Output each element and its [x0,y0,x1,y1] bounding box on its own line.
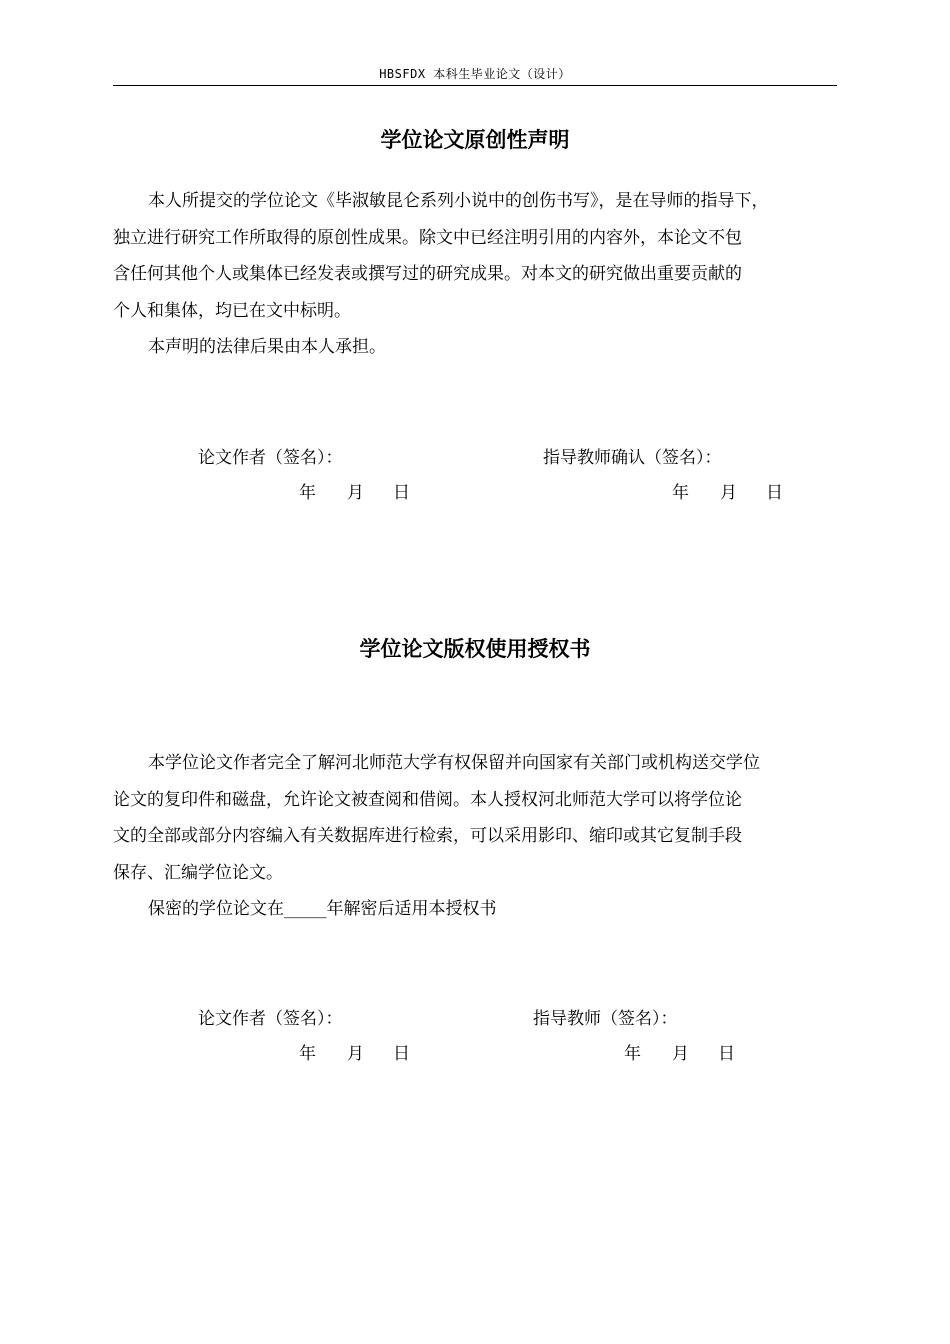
date-day: 日 [393,1044,410,1064]
originality-advisor-date [672,481,783,505]
originality-line-2: 独立进行研究工作所取得的原创性成果。除文中已经注明引用的内容外，本论文不包 [113,227,742,248]
originality-line-4: 个人和集体，均已在文中标明。 [113,300,351,321]
originality-line-3: 含任何其他个人或集体已经发表或撰写过的研究成果。对本文的研究做出重要贡献的 [113,264,742,284]
date-year: 年 [299,483,316,503]
date-day: 日 [718,1044,735,1064]
running-header: HBSFDX 本科生毕业论文（设计） [379,67,571,81]
originality-author-date [299,481,410,505]
originality-title: 学位论文原创性声明 [380,128,570,152]
date-day: 日 [393,483,410,503]
originality-author-signature-label: 论文作者（签名）： [198,448,343,468]
date-year: 年 [624,1044,641,1064]
copyright-title: 学位论文版权使用授权书 [359,637,591,661]
copyright-advisor-date [624,1042,735,1066]
originality-advisor-signature-label: 指导教师确认（签名）： [543,448,722,468]
header-rule [113,85,837,86]
confidential-statement: 保密的学位论文在_____年解密后适用本授权书 [148,899,497,919]
date-month: 月 [347,1044,364,1064]
date-month: 月 [672,1044,689,1064]
copyright-line-2: 论文的复印件和磁盘，允许论文被查阅和借阅。本人授权河北师范大学可以将学位论 [113,789,742,810]
copyright-author-date [299,1042,410,1066]
date-year: 年 [672,483,689,503]
copyright-advisor-signature-label: 指导教师（签名）： [533,1009,678,1029]
originality-line-1: 本人所提交的学位论文《毕淑敏昆仑系列小说中的创伤书写》，是在导师的指导下， [148,191,769,211]
copyright-line-3: 文的全部或部分内容编入有关数据库进行检索，可以采用影印、缩印或其它复制手段 [113,826,742,846]
originality-paragraph [113,183,853,366]
date-month: 月 [347,483,364,503]
date-day: 日 [766,483,783,503]
date-month: 月 [720,483,737,503]
liability-statement: 本声明的法律后果由本人承担。 [148,337,386,357]
copyright-line-1: 本学位论文作者完全了解河北师范大学有权保留并向国家有关部门或机构送交学位 [148,753,760,773]
copyright-author-signature-label: 论文作者（签名）： [198,1009,343,1029]
copyright-line-4: 保存、汇编学位论文。 [113,862,283,883]
copyright-paragraph [113,745,853,928]
date-year: 年 [299,1044,316,1064]
